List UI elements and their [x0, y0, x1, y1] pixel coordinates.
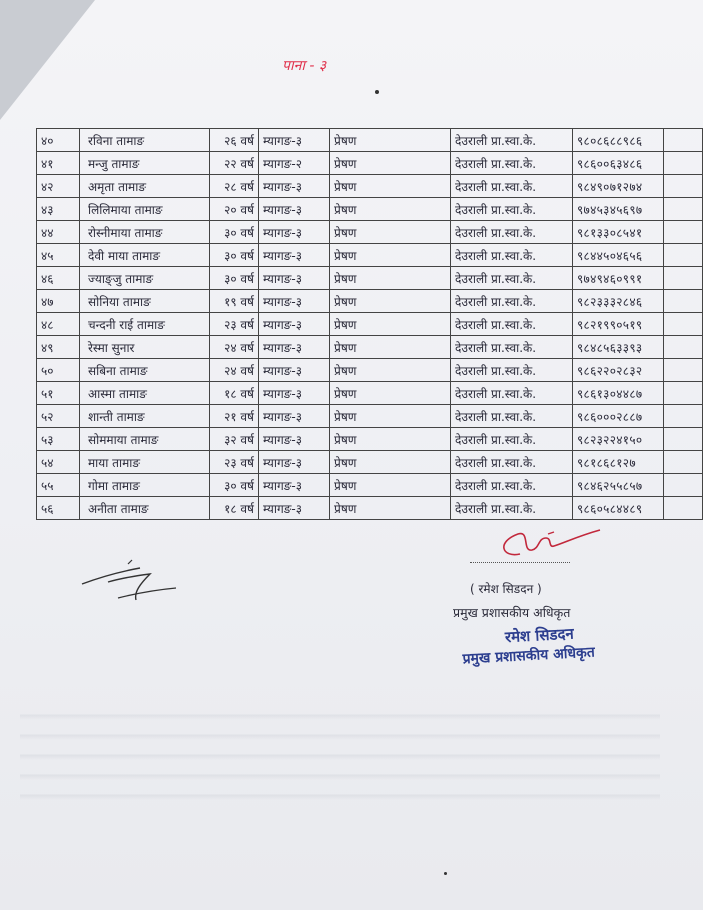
- health-facility-cell: देउराली प्रा.स्वा.के.: [451, 267, 573, 290]
- serial-number-cell: ५३: [37, 428, 80, 451]
- empty-cell: [664, 129, 703, 152]
- health-facility-cell: देउराली प्रा.स्वा.के.: [451, 336, 573, 359]
- serial-number-cell: ४४: [37, 221, 80, 244]
- empty-cell: [664, 382, 703, 405]
- phone-number-cell: ९८०८६८८९८६: [573, 129, 664, 152]
- table-row: [37, 474, 703, 497]
- table-row: [37, 198, 703, 221]
- registry-table: [36, 128, 703, 520]
- table-row: [37, 359, 703, 382]
- table-row: [37, 313, 703, 336]
- service-type-cell: प्रेषण: [330, 497, 451, 520]
- service-type-cell: प्रेषण: [330, 313, 451, 336]
- address-cell: म्यागङ-३: [259, 428, 330, 451]
- service-type-cell: प्रेषण: [330, 129, 451, 152]
- serial-number-cell: ४८: [37, 313, 80, 336]
- empty-cell: [664, 451, 703, 474]
- service-type-cell: प्रेषण: [330, 474, 451, 497]
- age-cell: १८ वर्ष: [210, 497, 259, 520]
- stamp-name: रमेश सिडदन: [504, 624, 575, 647]
- person-name-cell: रोस्नीमाया तामाङ: [80, 221, 210, 244]
- health-facility-cell: देउराली प्रा.स्वा.के.: [451, 290, 573, 313]
- service-type-cell: प्रेषण: [330, 221, 451, 244]
- serial-number-cell: ५६: [37, 497, 80, 520]
- phone-number-cell: ९८६००६३४८६: [573, 152, 664, 175]
- phone-number-cell: ९८६०००२८८७: [573, 405, 664, 428]
- table-row: [37, 405, 703, 428]
- table-row: [37, 244, 703, 267]
- age-cell: २४ वर्ष: [210, 336, 259, 359]
- service-type-cell: प्रेषण: [330, 152, 451, 175]
- empty-cell: [664, 267, 703, 290]
- signature-left: [78, 558, 188, 608]
- health-facility-cell: देउराली प्रा.स्वा.के.: [451, 129, 573, 152]
- person-name-cell: सोममाया तामाङ: [80, 428, 210, 451]
- person-name-cell: रविना तामाङ: [80, 129, 210, 152]
- address-cell: म्यागङ-३: [259, 313, 330, 336]
- phone-number-cell: ९८४८५६३३९३: [573, 336, 664, 359]
- service-type-cell: प्रेषण: [330, 451, 451, 474]
- health-facility-cell: देउराली प्रा.स्वा.के.: [451, 175, 573, 198]
- address-cell: म्यागङ-३: [259, 221, 330, 244]
- serial-number-cell: ४१: [37, 152, 80, 175]
- age-cell: १८ वर्ष: [210, 382, 259, 405]
- serial-number-cell: ५४: [37, 451, 80, 474]
- address-cell: म्यागङ-३: [259, 336, 330, 359]
- table-row: [37, 152, 703, 175]
- empty-cell: [664, 359, 703, 382]
- ink-dot: [375, 90, 379, 94]
- serial-number-cell: ४३: [37, 198, 80, 221]
- age-cell: ३० वर्ष: [210, 267, 259, 290]
- age-cell: ३२ वर्ष: [210, 428, 259, 451]
- person-name-cell: मन्जु तामाङ: [80, 152, 210, 175]
- health-facility-cell: देउराली प्रा.स्वा.के.: [451, 152, 573, 175]
- empty-cell: [664, 313, 703, 336]
- phone-number-cell: ९८२३३३२८४६: [573, 290, 664, 313]
- person-name-cell: शान्ती तामाङ: [80, 405, 210, 428]
- table-row: [37, 129, 703, 152]
- serial-number-cell: ४५: [37, 244, 80, 267]
- phone-number-cell: ९८२१९९०५१९: [573, 313, 664, 336]
- address-cell: म्यागङ-३: [259, 359, 330, 382]
- stamp-title: प्रमुख प्रशासकीय अधिकृत: [462, 644, 596, 668]
- empty-cell: [664, 405, 703, 428]
- health-facility-cell: देउराली प्रा.स्वा.के.: [451, 428, 573, 451]
- service-type-cell: प्रेषण: [330, 290, 451, 313]
- empty-cell: [664, 474, 703, 497]
- official-stamp: [461, 623, 595, 669]
- address-cell: म्यागङ-३: [259, 175, 330, 198]
- health-facility-cell: देउराली प्रा.स्वा.के.: [451, 359, 573, 382]
- health-facility-cell: देउराली प्रा.स्वा.के.: [451, 497, 573, 520]
- serial-number-cell: ४२: [37, 175, 80, 198]
- table-row: [37, 221, 703, 244]
- person-name-cell: सबिना तामाङ: [80, 359, 210, 382]
- serial-number-cell: ४६: [37, 267, 80, 290]
- age-cell: १९ वर्ष: [210, 290, 259, 313]
- table-row: [37, 175, 703, 198]
- folded-corner: [0, 0, 95, 120]
- address-cell: म्यागङ-३: [259, 267, 330, 290]
- table-row: [37, 428, 703, 451]
- table-row: [37, 497, 703, 520]
- empty-cell: [664, 497, 703, 520]
- age-cell: २१ वर्ष: [210, 405, 259, 428]
- signature-right: [488, 524, 608, 564]
- service-type-cell: प्रेषण: [330, 428, 451, 451]
- address-cell: म्यागङ-३: [259, 497, 330, 520]
- person-name-cell: सोनिया तामाङ: [80, 290, 210, 313]
- empty-cell: [664, 428, 703, 451]
- address-cell: म्यागङ-३: [259, 405, 330, 428]
- serial-number-cell: ४०: [37, 129, 80, 152]
- age-cell: २२ वर्ष: [210, 152, 259, 175]
- service-type-cell: प्रेषण: [330, 175, 451, 198]
- service-type-cell: प्रेषण: [330, 336, 451, 359]
- address-cell: म्यागङ-३: [259, 474, 330, 497]
- age-cell: २४ वर्ष: [210, 359, 259, 382]
- service-type-cell: प्रेषण: [330, 405, 451, 428]
- age-cell: ३० वर्ष: [210, 474, 259, 497]
- phone-number-cell: ९८१३३०८५४१: [573, 221, 664, 244]
- health-facility-cell: देउराली प्रा.स्वा.के.: [451, 382, 573, 405]
- empty-cell: [664, 290, 703, 313]
- empty-cell: [664, 336, 703, 359]
- health-facility-cell: देउराली प्रा.स्वा.के.: [451, 221, 573, 244]
- person-name-cell: रेस्मा सुनार: [80, 336, 210, 359]
- service-type-cell: प्रेषण: [330, 382, 451, 405]
- phone-number-cell: ९८४९०७१२७४: [573, 175, 664, 198]
- serial-number-cell: ४९: [37, 336, 80, 359]
- ink-dot: [444, 872, 447, 875]
- person-name-cell: गोमा तामाङ: [80, 474, 210, 497]
- age-cell: ३० वर्ष: [210, 221, 259, 244]
- age-cell: २० वर्ष: [210, 198, 259, 221]
- health-facility-cell: देउराली प्रा.स्वा.के.: [451, 405, 573, 428]
- empty-cell: [664, 221, 703, 244]
- person-name-cell: माया तामाङ: [80, 451, 210, 474]
- service-type-cell: प्रेषण: [330, 267, 451, 290]
- service-type-cell: प्रेषण: [330, 198, 451, 221]
- empty-cell: [664, 198, 703, 221]
- phone-number-cell: ९८६०५८४४८९: [573, 497, 664, 520]
- address-cell: म्यागङ-२: [259, 152, 330, 175]
- address-cell: म्यागङ-३: [259, 451, 330, 474]
- table-row: [37, 382, 703, 405]
- person-name-cell: चन्दनी राई तामाङ: [80, 313, 210, 336]
- serial-number-cell: ५२: [37, 405, 80, 428]
- person-name-cell: आस्मा तामाङ: [80, 382, 210, 405]
- phone-number-cell: ९८१८६८१२७: [573, 451, 664, 474]
- empty-cell: [664, 152, 703, 175]
- phone-number-cell: ९८२३२२४१५०: [573, 428, 664, 451]
- address-cell: म्यागङ-३: [259, 382, 330, 405]
- person-name-cell: लिलिमाया तामाङ: [80, 198, 210, 221]
- table-row: [37, 336, 703, 359]
- signature-dotted-line: [470, 562, 570, 563]
- health-facility-cell: देउराली प्रा.स्वा.के.: [451, 198, 573, 221]
- health-facility-cell: देउराली प्रा.स्वा.के.: [451, 313, 573, 336]
- table-row: [37, 267, 703, 290]
- address-cell: म्यागङ-३: [259, 290, 330, 313]
- age-cell: २३ वर्ष: [210, 313, 259, 336]
- page-number-label: पाना - ३: [282, 58, 327, 74]
- phone-number-cell: ९८४४५०४६५६: [573, 244, 664, 267]
- reverse-side-bleed: [20, 700, 660, 810]
- signer-title: प्रमुख प्रशासकीय अधिकृत: [453, 605, 571, 620]
- registry-table-body: [37, 129, 703, 520]
- age-cell: ३० वर्ष: [210, 244, 259, 267]
- phone-number-cell: ९७४५३४५६९७: [573, 198, 664, 221]
- serial-number-cell: ५१: [37, 382, 80, 405]
- table-row: [37, 451, 703, 474]
- phone-number-cell: ९७४९४६०९९१: [573, 267, 664, 290]
- service-type-cell: प्रेषण: [330, 359, 451, 382]
- empty-cell: [664, 244, 703, 267]
- phone-number-cell: ९८६१३०४४८७: [573, 382, 664, 405]
- phone-number-cell: ९८४६२५५८५७: [573, 474, 664, 497]
- table-row: [37, 290, 703, 313]
- service-type-cell: प्रेषण: [330, 244, 451, 267]
- empty-cell: [664, 175, 703, 198]
- serial-number-cell: ४७: [37, 290, 80, 313]
- signer-name: ( रमेश सिडदन ): [470, 582, 542, 596]
- person-name-cell: अमृता तामाङ: [80, 175, 210, 198]
- health-facility-cell: देउराली प्रा.स्वा.के.: [451, 451, 573, 474]
- age-cell: २६ वर्ष: [210, 129, 259, 152]
- address-cell: म्यागङ-३: [259, 129, 330, 152]
- health-facility-cell: देउराली प्रा.स्वा.के.: [451, 474, 573, 497]
- phone-number-cell: ९८६२२०२८३२: [573, 359, 664, 382]
- age-cell: २८ वर्ष: [210, 175, 259, 198]
- health-facility-cell: देउराली प्रा.स्वा.के.: [451, 244, 573, 267]
- serial-number-cell: ५५: [37, 474, 80, 497]
- address-cell: म्यागङ-३: [259, 244, 330, 267]
- serial-number-cell: ५०: [37, 359, 80, 382]
- person-name-cell: अनीता तामाङ: [80, 497, 210, 520]
- age-cell: २३ वर्ष: [210, 451, 259, 474]
- person-name-cell: ज्याङ्जु तामाङ: [80, 267, 210, 290]
- person-name-cell: देवी माया तामाङ: [80, 244, 210, 267]
- address-cell: म्यागङ-३: [259, 198, 330, 221]
